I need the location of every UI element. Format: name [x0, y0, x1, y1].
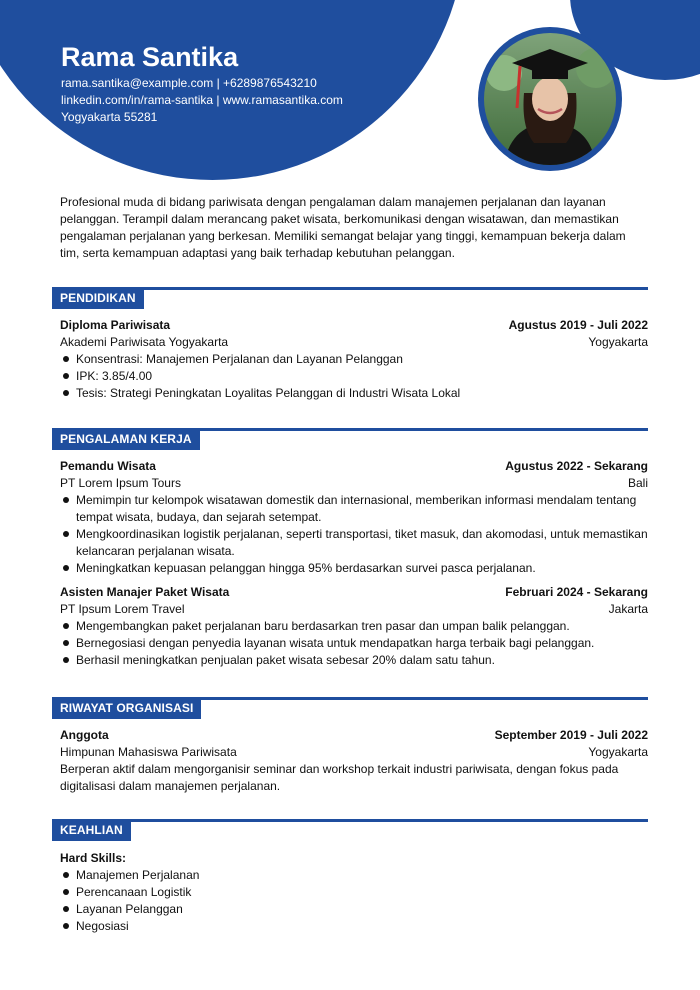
- candidate-name: Rama Santika: [61, 42, 239, 72]
- section-education: [52, 287, 648, 402]
- org-date: September 2019 - Juli 2022: [494, 728, 648, 742]
- org-name: Himpunan Mahasiswa Pariwisata: [60, 745, 237, 759]
- section-experience: [52, 428, 648, 669]
- job-location: Jakarta: [608, 602, 648, 616]
- school-name: Akademi Pariwisata Yogyakarta: [60, 335, 229, 349]
- contact-email-phone: rama.santika@example.com | +6289876543210: [61, 76, 317, 90]
- list-item: Konsentrasi: Manajemen Perjalanan dan Layanan Pelanggan: [60, 351, 648, 368]
- section-skills: [52, 819, 648, 935]
- degree-title: Diploma Pariwisata: [60, 318, 171, 332]
- education-date: Agustus 2019 - Juli 2022: [508, 318, 648, 332]
- job-title: Pemandu Wisata: [60, 459, 156, 473]
- contact-address: Yogyakarta 55281: [61, 110, 158, 124]
- company-name: PT Lorem Ipsum Tours: [60, 476, 181, 490]
- section-organization: [52, 697, 648, 795]
- list-item: Meningkatkan kepuasan pelanggan hingga 95% berdasarkan survei pasca perjalanan.: [60, 560, 648, 577]
- profile-summary: Profesional muda di bidang pariwisata dengan pengalaman dalam manajemen perjalanan dan layanan pelanggan. Terampil dalam merancang paket wisata, berkomunikasi dengan wisatawan, dan memastikan pengalaman perjalanan yang berkesan. Memiliki semangat belajar yang tinggi, kemampuan bekerja dalam tim, serta kemampuan adaptasi yang baik terhadap kebutuhan pelanggan.: [60, 195, 626, 260]
- company-name: PT Ipsum Lorem Travel: [60, 602, 185, 616]
- list-item: Memimpin tur kelompok wisatawan domestik dan internasional, memberikan informasi mendalam tentang tempat wisata, budaya, dan sejarah setempat.: [60, 492, 648, 526]
- profile-photo-graduate-icon: [484, 33, 616, 165]
- job-title: Asisten Manajer Paket Wisata: [60, 585, 230, 599]
- list-item: Mengembangkan paket perjalanan baru berdasarkan tren pasar dan umpan balik pelanggan.: [60, 618, 648, 635]
- list-item: Layanan Pelanggan: [60, 901, 648, 918]
- job-date: Februari 2024 - Sekarang: [505, 585, 648, 599]
- org-location: Yogyakarta: [588, 745, 648, 759]
- org-description: Berperan aktif dalam mengorganisir seminar dan workshop terkait industri pariwisata, dengan fokus pada digitalisasi dalam manajemen perjalanan.: [60, 762, 619, 793]
- job-date: Agustus 2022 - Sekarang: [505, 459, 648, 473]
- school-location: Yogyakarta: [588, 335, 648, 349]
- section-heading-education: PENDIDIKAN: [52, 287, 144, 309]
- hard-skills-label: Hard Skills:: [60, 851, 127, 865]
- header-block: [61, 42, 343, 126]
- contact-links: linkedin.com/in/rama-santika | www.ramasantika.com: [61, 93, 343, 107]
- list-item: Negosiasi: [60, 918, 648, 935]
- list-item: IPK: 3.85/4.00: [60, 368, 648, 385]
- org-role: Anggota: [60, 728, 109, 742]
- list-item: Manajemen Perjalanan: [60, 867, 648, 884]
- list-item: Tesis: Strategi Peningkatan Loyalitas Pelanggan di Industri Wisata Lokal: [60, 385, 648, 402]
- list-item: Mengkoordinasikan logistik perjalanan, seperti transportasi, tiket masuk, dan akomodasi, untuk memastikan kelancaran perjalanan wisata.: [60, 526, 648, 560]
- section-heading-organization: RIWAYAT ORGANISASI: [52, 697, 201, 719]
- job-location: Bali: [627, 476, 648, 490]
- list-item: Perencanaan Logistik: [60, 884, 648, 901]
- list-item: Berhasil meningkatkan penjualan paket wisata sebesar 20% dalam satu tahun.: [60, 652, 648, 669]
- list-item: Bernegosiasi dengan penyedia layanan wisata untuk mendapatkan harga terbaik bagi pelanggan.: [60, 635, 648, 652]
- section-heading-skills: KEAHLIAN: [52, 819, 131, 841]
- profile-photo: [478, 27, 622, 171]
- section-heading-experience: PENGALAMAN KERJA: [52, 428, 200, 450]
